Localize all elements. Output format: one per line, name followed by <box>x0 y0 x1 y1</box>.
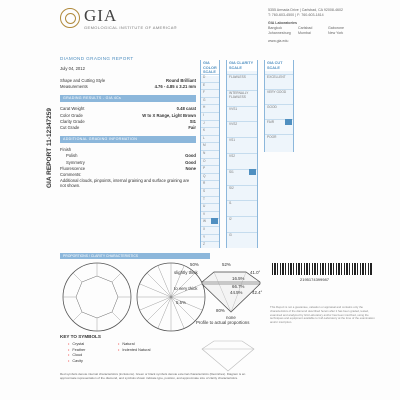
scale-grade-label: VVS2 <box>229 122 238 127</box>
cut-scale-body <box>265 74 293 152</box>
clarity-label: Clarity Grade <box>60 118 85 124</box>
scale-grade-label: D <box>203 75 206 79</box>
carat-label: Carat Weight <box>60 106 85 112</box>
scale-grade-label: VERY GOOD <box>267 90 287 94</box>
scale-grade-label: Y <box>203 234 206 239</box>
girdle-desc-1: slightly thick <box>174 270 198 275</box>
scale-grade-label: V <box>203 211 206 216</box>
measurements-row <box>60 84 196 90</box>
plot-header: PROPORTIONS / CLARITY CHARACTERISTICS <box>60 253 210 259</box>
comments-label: Comments: <box>60 172 82 178</box>
fluorescence-value: None <box>185 165 196 171</box>
girdle-desc-3: 5.5% <box>176 300 187 305</box>
city: New York <box>328 31 344 35</box>
color-scale-body <box>201 74 219 248</box>
institute-name: GEMOLOGICAL INSTITUTE OF AMERICA® <box>84 25 178 30</box>
profile-culet: none <box>226 315 236 320</box>
profile-crown-angle: 41.0° <box>250 270 261 275</box>
scale-grade-label: INTERNALLY FLAWLESS <box>229 90 249 99</box>
cut-value: Fair <box>188 125 196 131</box>
scale-grade-marker <box>285 119 292 125</box>
cut-label: Cut Grade <box>60 125 80 131</box>
scale-grade-label: O <box>203 158 206 163</box>
scale-grade-label: T <box>203 196 205 201</box>
key-item: • Cloud <box>68 353 118 357</box>
clarity-scale <box>226 60 258 248</box>
profile-crown-pct: 16.5% <box>232 276 245 281</box>
shape-value: Round Brilliant <box>165 78 196 83</box>
scale-grade-label: I2 <box>229 217 232 222</box>
scale-grade-label: VS2 <box>229 154 236 158</box>
scale-grade-label: E <box>203 82 206 87</box>
cut-scale-title: GIA CUT SCALE <box>265 60 293 71</box>
color-scale <box>200 60 220 248</box>
carat-value: 0.48 carat <box>176 106 196 112</box>
measurements-value: 4.76 - 4.85 x 3.21 mm <box>154 84 196 90</box>
comments-text: Additional clouds, pinpoints, internal graining and surface graining are not shown. <box>60 177 190 189</box>
key-item: • Natural <box>118 342 178 346</box>
crown-plot-diagram <box>62 262 132 332</box>
scale-grade-label: W <box>203 219 207 224</box>
lab-address-block <box>268 8 388 44</box>
scale-grade-label: U <box>203 204 206 209</box>
additional-info-header: ADDITIONAL GRADING INFORMATION <box>60 136 196 143</box>
lab-cities <box>268 26 358 36</box>
scale-grade-label: H <box>203 105 206 110</box>
cut-row <box>60 125 196 131</box>
clarity-scale-body <box>227 74 257 248</box>
scale-grade-label: S <box>203 189 206 193</box>
scale-grade-label: X <box>203 227 206 231</box>
color-label: Color Grade <box>60 112 83 118</box>
key-item: • Indented Natural <box>118 348 178 352</box>
scale-grade-label: FAIR <box>267 120 275 124</box>
symmetry-value: Good <box>185 159 196 165</box>
profile-pavilion-angle: 42.4° <box>252 290 263 295</box>
scale-grade-label: SI2 <box>229 185 234 190</box>
scale-grade-label: R <box>203 181 206 186</box>
brand-wordmark: GIA <box>84 6 118 25</box>
clarity-scale-title: GIA CLARITY SCALE <box>227 60 257 71</box>
website: www.gia.edu <box>268 39 289 43</box>
report-details <box>60 56 196 189</box>
color-value: W to X Range, Light Brown <box>142 112 196 118</box>
profile-caption: Profile to actual proportions <box>196 320 250 325</box>
profile-table-top: 50% <box>190 262 199 267</box>
key-title: KEY TO SYMBOLS <box>60 334 101 339</box>
key-symbols-list <box>68 342 178 363</box>
scale-grade-label: Z <box>203 242 205 247</box>
scale-grade-label: GOOD <box>267 105 277 109</box>
profile-pavilion-pct: 44.5% <box>230 290 243 295</box>
city: Bangkok <box>268 26 282 30</box>
scale-grade-label: F <box>203 90 205 95</box>
scale-grade-label: POOR <box>267 135 277 139</box>
report-number-vertical: GIA REPORT 11-12347259 <box>46 108 53 188</box>
polish-value: Good <box>185 153 196 159</box>
disclaimer-text: This Report is not a guarantee, valuation or appraisal and contains only the characteristics of the diamond described herein after it has been graded, tested, examined and analyzed by GIA Laboratory and/or has been inscribed, using the techniques and equipment available to GIA Laboratory at the time of the examination and/or inscription. <box>270 305 375 325</box>
profile-depth-pct: 66.7% <box>232 284 245 289</box>
scale-grade-marker <box>249 169 256 175</box>
scale-grade-label: Q <box>203 173 206 178</box>
scale-grade-label: SI1 <box>229 169 234 174</box>
gem-sketch-icon <box>200 337 256 373</box>
scale-grade-label: I3 <box>229 233 232 237</box>
labs-title: GIA Laboratories <box>268 21 298 25</box>
scale-grade-label: VS1 <box>229 138 236 143</box>
symmetry-label: Symmetry <box>66 159 85 165</box>
address-line-1: 5355 Armada Drive | Carlsbad, CA 92008-4602 <box>268 8 344 12</box>
color-scale-title: GIA COLOR SCALE <box>201 60 219 76</box>
grading-results-header: GRADING RESULTS - GIA 4Cs <box>60 95 196 102</box>
city: Gaborone <box>328 26 344 30</box>
profile-table-pct: 52% <box>222 262 231 267</box>
scale-grade-label: I <box>203 113 204 117</box>
key-item: • Crystal <box>68 342 118 346</box>
girdle-desc-2: to very thick <box>174 286 198 291</box>
cut-scale <box>264 60 294 152</box>
shape-label: Shape and Cutting Style <box>60 78 106 83</box>
city: Mumbai <box>298 31 311 35</box>
scale-grade-label: VVS1 <box>229 106 238 111</box>
scale-grade-label: P <box>203 166 206 171</box>
city: Johannesburg <box>268 31 291 35</box>
scale-grade-label: FLAWLESS <box>229 75 246 79</box>
report-date: July 04, 2012 <box>60 66 85 71</box>
finish-label: Finish <box>60 147 72 153</box>
barcode-image <box>272 263 372 275</box>
city: Carlsbad <box>298 26 313 30</box>
key-item: • Feather <box>68 348 118 352</box>
scale-grade-label: N <box>203 151 206 155</box>
measurements-label: Measurements <box>60 84 88 90</box>
key-item: • Cavity <box>68 359 118 363</box>
scale-grade-label: L <box>203 135 205 140</box>
scale-grade-marker <box>211 218 218 224</box>
profile-girdle-pct: 80% <box>216 308 225 313</box>
clarity-value: SI1 <box>189 118 196 124</box>
gia-seal-icon <box>60 8 80 28</box>
scale-grade-label: EXCELLENT <box>267 75 286 79</box>
scale-grade-label: M <box>203 143 206 148</box>
scale-grade-label: G <box>203 97 206 102</box>
scale-grade-label: K <box>203 128 206 133</box>
symbols-note: Red symbols denote internal characteristics (inclusions). Green or black symbols denote external characteristics (blemishes). Diagram is an approximate representation of the diamond, and symbols shown indicate type, position, and approximate size of clarity characteristics. <box>60 372 246 380</box>
barcode-number: 2195174399987 <box>300 277 329 282</box>
scale-grade-label: J <box>203 120 205 125</box>
scale-grade-label: I1 <box>229 201 232 206</box>
polish-label: Polish <box>66 153 78 159</box>
address-line-2: T: 760-603-4500 | F: 760-603-1814 <box>268 13 324 17</box>
fluorescence-label: Fluorescence <box>60 165 86 171</box>
report-title: DIAMOND GRADING REPORT <box>60 56 134 61</box>
